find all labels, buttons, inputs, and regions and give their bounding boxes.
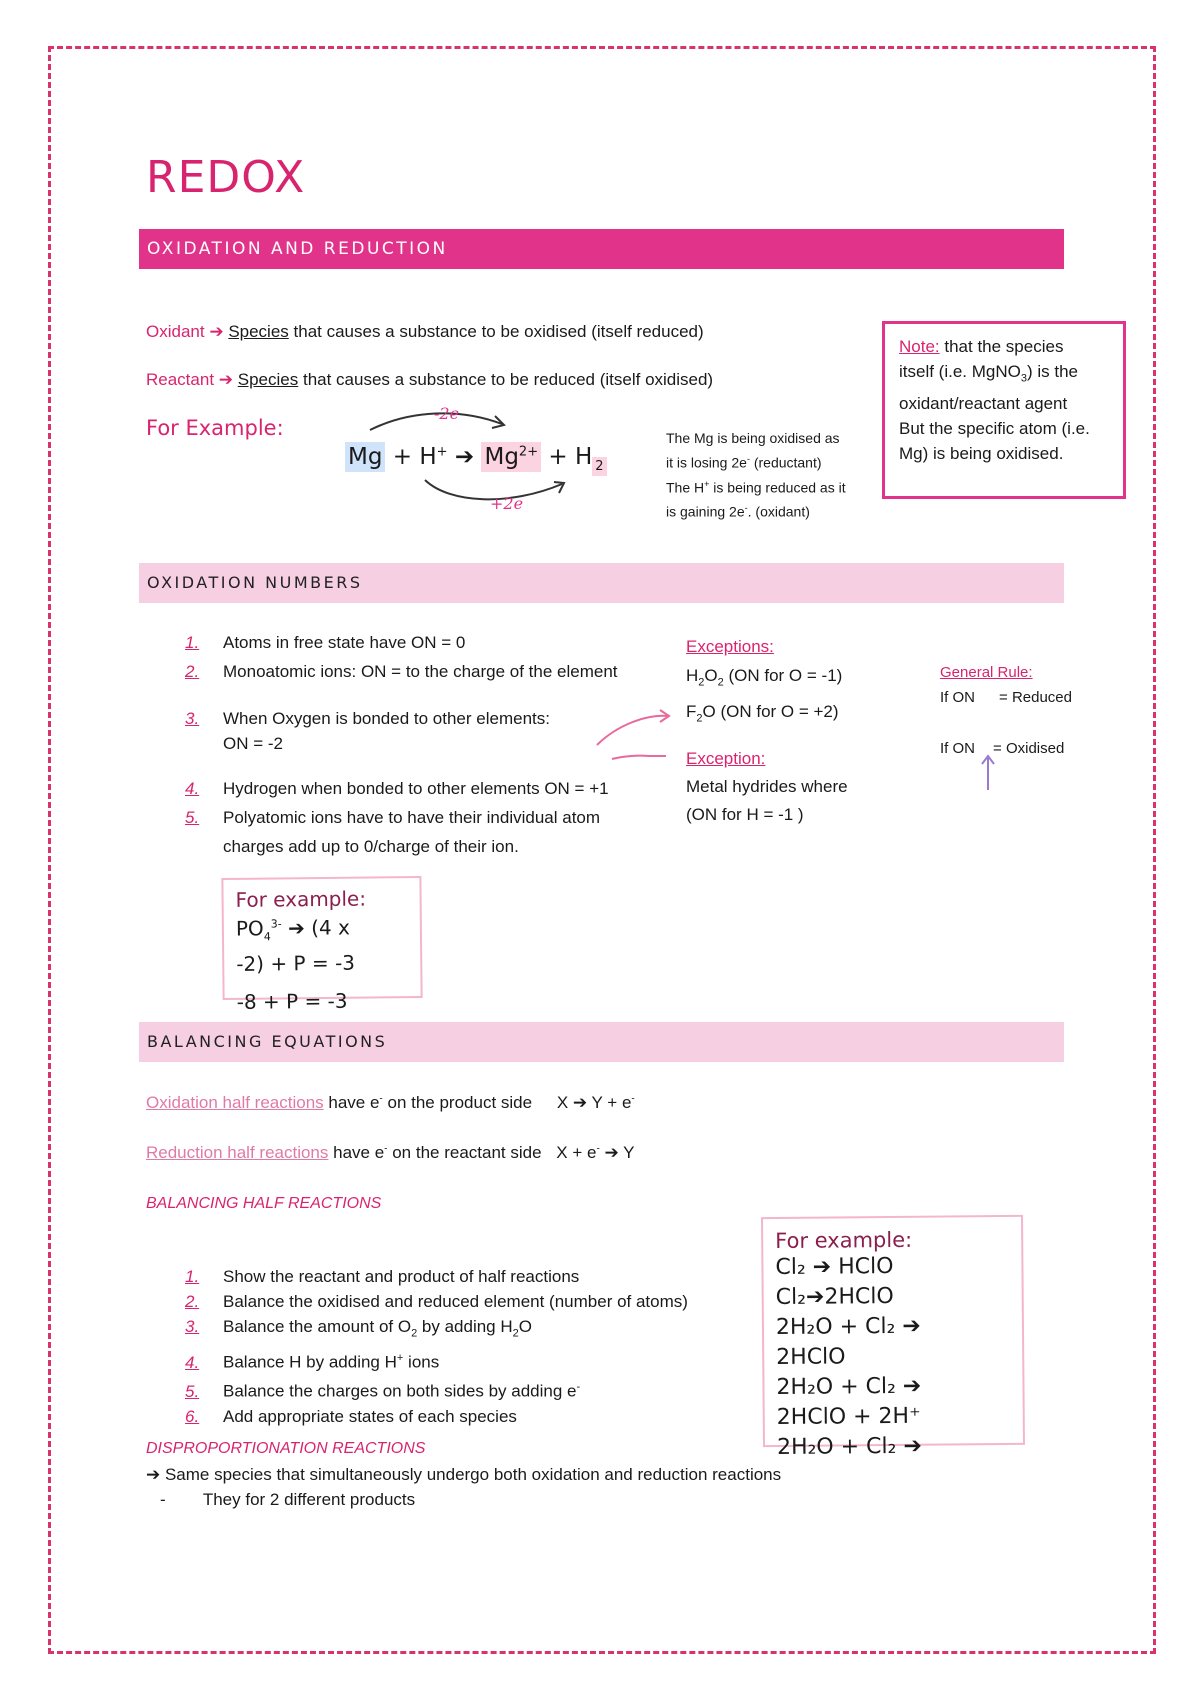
po4-example-box [221,876,422,1014]
step-sup: + [396,1352,404,1365]
rule-text: ON = -2 [223,734,283,753]
cl-example-box [761,1215,1025,1461]
note-text: ) is the [1026,362,1079,381]
explanation-text: it is losing 2e [666,454,747,471]
note-text: that the species [939,337,1064,356]
formula-text: PO [235,916,264,941]
exceptions-label: Exceptions: [686,637,774,656]
half-text: on the product side [382,1093,533,1112]
charge-sup: - [746,454,750,464]
disproportionation-line-1: ➔ Same species that simultaneously undergo both oxidation and reduction reactions [146,1465,782,1484]
half-text: have e [328,1143,385,1162]
formula-sub: 4 [263,930,271,944]
up-arrow-icon [978,752,998,792]
balancing-step-5 [185,1375,688,1404]
page-title: REDOX [146,152,306,203]
balancing-step-4 [185,1346,688,1375]
half-equation: ➔ Y [599,1143,635,1162]
bullet-dash: - [160,1490,166,1509]
formula-text: -2) + P = -3 [236,950,356,976]
charge-sup: + [704,478,710,489]
reduction-half-label: Reduction half reactions [146,1143,329,1162]
explanation-text: is gaining 2e [666,503,745,520]
explanation-text: is being reduced as it [709,479,846,496]
on-rule-5 [185,803,618,832]
formula-text: ➔ (4 x [281,915,351,941]
half-equation: X + e [556,1143,597,1162]
species-term: Species [228,322,289,341]
step-sub: 2 [512,1327,519,1340]
arrow-icon: ➔ [447,444,482,470]
formula-text: -8 + P = -3 [236,988,348,1014]
species-term: Species [237,370,299,389]
oxidation-half-label: Oxidation half reactions [146,1093,324,1112]
cl-line-3: 2H₂O + Cl₂ ➔ [775,1313,921,1341]
rule-text: Polyatomic ions have to have their individual atom [223,808,601,827]
step-text: Balance the amount of O [223,1317,412,1336]
h-charge: + [436,444,448,460]
exception-label: Exception: [686,749,766,768]
oxidant-definition [146,322,704,342]
rule-text: When Oxygen is bonded to other elements: [223,709,550,728]
cl-line-7: 2H₂O + Cl₂ ➔ [776,1433,922,1461]
rule-text: If ON [940,740,976,757]
balancing-step-1 [185,1264,688,1289]
cl-line-6: 2HClO + 2H⁺ [776,1403,921,1431]
on-rule-2 [185,657,618,686]
cl-line-1: Cl₂ ➔ HClO [775,1253,894,1281]
note-text: oxidant/reactant agent [899,394,1068,414]
formula-text: (ON for O = -1) [723,666,843,685]
rule-text: = Reduced [999,689,1072,706]
formula-sup: 3- [270,917,282,931]
rule-text: charges add up to 0/charge of their ion. [223,837,519,856]
section-header-oxidation-reduction: OXIDATION AND REDUCTION [139,229,1064,269]
disproportionation-line-2 [160,1490,415,1510]
example-label: For Example: [146,416,284,440]
note-text: itself (i.e. MgNO [899,362,1021,381]
annotation-minus-2e: -2e [434,404,460,423]
step-text: Balance the oxidised and reduced element (number of atoms) [223,1292,688,1311]
on-rule-4 [185,774,618,803]
explanation-text: The H [666,479,705,496]
oxidant-def-text: that causes a substance to be oxidised (itself reduced) [288,322,704,341]
rule-number: 4. [185,779,200,798]
h2-sub: 2 [592,457,606,476]
charge-sup: - [744,503,748,514]
rule-number: 3. [185,709,200,728]
formula-sub: 2 [696,712,703,725]
on-rules-list [185,628,618,861]
rule-text: If ON [940,689,976,706]
step-number: 6. [185,1406,200,1426]
note-text: But the specific atom (i.e. [899,419,1090,439]
note-text: Mg) is being oxidised. [899,444,1064,464]
rule-number: 2. [185,662,200,681]
balancing-steps-list [185,1264,688,1429]
formula-text: F [686,702,697,722]
reduction-half-reaction [146,1143,635,1163]
step-text: ions [403,1353,440,1373]
disproportionation-heading: DISPROPORTIONATION REACTIONS [146,1440,426,1457]
cl-line-2: Cl₂➔2HClO [775,1283,894,1311]
balancing-step-6 [185,1404,688,1429]
rule-text: Atoms in free state have ON = 0 [223,633,466,652]
rule-text: Monoatomic ions: ON = to the charge of the element [223,662,618,681]
step-number: 3. [185,1317,200,1336]
formula-text: H [686,666,699,685]
reactant-def-text: that causes a substance to be reduced (itself oxidised) [298,370,714,389]
reactant-definition [146,370,713,390]
formula-sub: 2 [717,676,724,689]
h2-text: + H [541,444,593,470]
exception-text: Metal hydrides where [686,777,848,796]
h-ion-text: + H [385,444,437,470]
note-label: Note: [899,337,940,356]
explanation-line-2 [666,449,846,474]
explanation-line-1: The Mg is being oxidised as [666,430,840,446]
step-sup: - [576,1381,581,1394]
formula-text: O [704,666,718,685]
exceptions-block [686,632,842,734]
section-header-balancing-equations: BALANCING EQUATIONS [139,1022,1064,1062]
arrow-icon: ➔ [218,370,234,389]
step-sub: 2 [411,1327,418,1340]
step-text: Add appropriate states of each species [223,1406,517,1426]
on-rule-1 [185,628,618,657]
disproportionation-text: They for 2 different products [202,1490,416,1509]
cl-line-5: 2H₂O + Cl₂ ➔ [776,1373,922,1401]
cl-example-label: For example: [775,1227,913,1254]
rule-text: = Oxidised [993,740,1065,757]
balancing-step-2 [185,1289,688,1314]
step-text: Show the reactant and product of half reactions [223,1267,580,1286]
general-rule [940,660,1072,761]
charge-sup: - [379,1093,383,1105]
mg-explanation [666,428,846,523]
mg-equation [345,444,607,474]
step-text: Balance H by adding H [223,1353,397,1373]
balancing-half-heading: BALANCING HALF REACTIONS [146,1195,382,1212]
balancing-step-3 [185,1314,688,1346]
annotation-plus-2e: +2e [490,494,524,513]
note-box [882,321,1126,499]
half-text: on the reactant side [387,1143,542,1162]
rule-number: 5. [185,808,200,827]
arrow-icon: ➔ [209,322,224,341]
note-sub: 3 [1020,372,1027,385]
mg-product: Mg [484,444,519,470]
mg-charge: 2+ [518,444,539,460]
explanation-line-3 [666,474,846,499]
exception-text: (ON for H = -1 ) [686,805,804,824]
half-text: have e [323,1093,380,1112]
rule-number: 1. [185,633,200,652]
rule-text: Hydrogen when bonded to other elements ON = +1 [223,779,609,798]
cl-line-4: 2HClO [776,1344,846,1371]
formula-sub: 2 [698,676,705,689]
formula-text: O (ON for O = +2) [702,702,839,722]
general-rule-label: General Rule: [940,664,1033,681]
reactant-term: Reactant [146,370,215,389]
pink-arrows [592,700,682,770]
mg-reactant: Mg [345,442,385,472]
step-number: 1. [185,1267,200,1286]
charge-sup: - [631,1093,635,1105]
section-header-oxidation-numbers: OXIDATION NUMBERS [139,563,1064,603]
step-number: 2. [185,1292,200,1311]
step-text: Balance the charges on both sides by adding e [223,1381,577,1401]
exception-hydrides [686,745,848,829]
step-number: 4. [185,1353,200,1373]
explanation-line-4 [666,498,846,523]
explanation-text: . (oxidant) [747,503,810,520]
charge-sup: - [596,1143,600,1155]
step-number: 5. [185,1381,200,1401]
step-text: O [518,1317,532,1336]
po4-example-label: For example: [235,886,367,912]
step-text: by adding H [417,1317,513,1336]
explanation-text: (reductant) [749,454,822,471]
oxidation-half-reaction [146,1093,635,1113]
half-equation: X ➔ Y + e [556,1093,632,1112]
charge-sup: - [384,1143,388,1155]
oxidant-term: Oxidant [146,322,205,341]
